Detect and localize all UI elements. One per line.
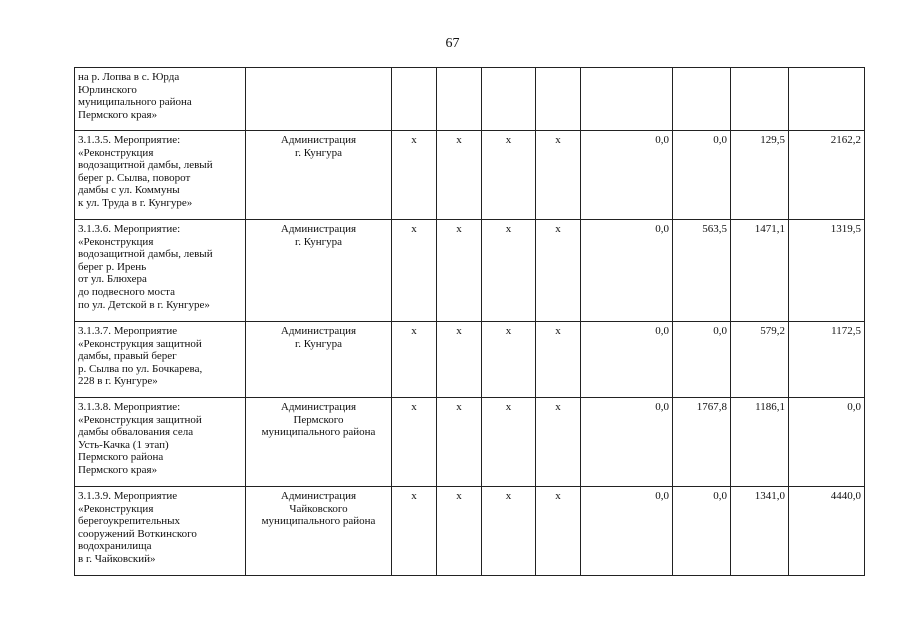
mark-cell-3: x <box>482 131 536 220</box>
measure-name-cell: 3.1.3.9. Мероприятие «Реконструкция берегоукрепительных сооружений Воткинского водохранилища в г. Чайковский» <box>75 487 246 576</box>
measure-name-cell: 3.1.3.6. Мероприятие: «Реконструкция водозащитной дамбы, левый берег р. Ирень от ул. Блюхера до подвесного моста по ул. Детской в г. Кунгуре» <box>75 220 246 322</box>
table-row <box>75 220 865 322</box>
value-cell-1: 0,0 <box>581 322 673 398</box>
mark-cell-1: x <box>392 220 437 322</box>
table-row <box>75 68 865 131</box>
mark-cell-2 <box>437 68 482 131</box>
mark-cell-3: x <box>482 220 536 322</box>
mark-cell-4: x <box>536 131 581 220</box>
value-cell-2: 0,0 <box>673 322 731 398</box>
value-cell-3: 129,5 <box>731 131 789 220</box>
value-cell-4: 1172,5 <box>789 322 865 398</box>
value-cell-4: 1319,5 <box>789 220 865 322</box>
table-body <box>75 68 865 576</box>
value-cell-2: 0,0 <box>673 487 731 576</box>
value-cell-1: 0,0 <box>581 487 673 576</box>
value-cell-2 <box>673 68 731 131</box>
mark-cell-1: x <box>392 398 437 487</box>
table-row <box>75 398 865 487</box>
mark-cell-2: x <box>437 398 482 487</box>
table-row <box>75 322 865 398</box>
mark-cell-4: x <box>536 220 581 322</box>
mark-cell-3: x <box>482 487 536 576</box>
table-row <box>75 131 865 220</box>
value-cell-1: 0,0 <box>581 220 673 322</box>
mark-cell-1: x <box>392 322 437 398</box>
measure-name-cell: 3.1.3.7. Мероприятие «Реконструкция защитной дамбы, правый берег р. Сылва по ул. Бочкарева, 228 в г. Кунгуре» <box>75 322 246 398</box>
value-cell-4: 0,0 <box>789 398 865 487</box>
executor-cell: Администрация г. Кунгура <box>246 220 392 322</box>
value-cell-2: 0,0 <box>673 131 731 220</box>
value-cell-3 <box>731 68 789 131</box>
mark-cell-4: x <box>536 398 581 487</box>
value-cell-3: 1471,1 <box>731 220 789 322</box>
mark-cell-2: x <box>437 487 482 576</box>
executor-cell: Администрация г. Кунгура <box>246 131 392 220</box>
mark-cell-2: x <box>437 220 482 322</box>
value-cell-2: 1767,8 <box>673 398 731 487</box>
value-cell-1: 0,0 <box>581 131 673 220</box>
value-cell-4: 2162,2 <box>789 131 865 220</box>
mark-cell-1: x <box>392 131 437 220</box>
mark-cell-3 <box>482 68 536 131</box>
value-cell-3: 1341,0 <box>731 487 789 576</box>
value-cell-1: 0,0 <box>581 398 673 487</box>
executor-cell: Администрация г. Кунгура <box>246 322 392 398</box>
table-row <box>75 487 865 576</box>
measure-name-cell: 3.1.3.5. Мероприятие: «Реконструкция водозащитной дамбы, левый берег р. Сылва, поворот дамбы с ул. Коммуны к ул. Труда в г. Кунгуре» <box>75 131 246 220</box>
value-cell-3: 1186,1 <box>731 398 789 487</box>
executor-cell <box>246 68 392 131</box>
page-number: 67 <box>445 36 460 51</box>
mark-cell-4: x <box>536 322 581 398</box>
executor-cell: Администрация Пермского муниципального района <box>246 398 392 487</box>
value-cell-4 <box>789 68 865 131</box>
measure-name-cell: 3.1.3.8. Мероприятие: «Реконструкция защитной дамбы обвалования села Усть-Качка (1 этап) Пермского района Пермского края» <box>75 398 246 487</box>
budget-table <box>74 67 865 576</box>
mark-cell-2: x <box>437 322 482 398</box>
value-cell-4: 4440,0 <box>789 487 865 576</box>
mark-cell-3: x <box>482 398 536 487</box>
value-cell-2: 563,5 <box>673 220 731 322</box>
mark-cell-1: x <box>392 487 437 576</box>
mark-cell-3: x <box>482 322 536 398</box>
mark-cell-4: x <box>536 487 581 576</box>
mark-cell-4 <box>536 68 581 131</box>
value-cell-3: 579,2 <box>731 322 789 398</box>
value-cell-1 <box>581 68 673 131</box>
mark-cell-2: x <box>437 131 482 220</box>
mark-cell-1 <box>392 68 437 131</box>
executor-cell: Администрация Чайковского муниципального района <box>246 487 392 576</box>
measure-name-cell: на р. Лопва в с. Юрда Юрлинского муниципального района Пермского края» <box>75 68 246 131</box>
